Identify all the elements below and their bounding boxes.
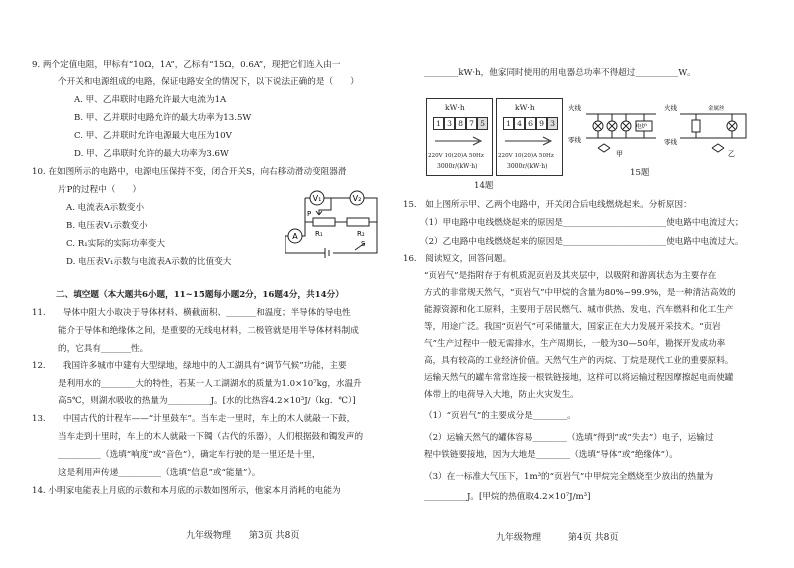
meter2-digit: 1 xyxy=(503,117,514,130)
q13-line1: 13. 中国古代的计程车——“计里鼓车”。当车走一里时，车上的木人就敲一下鼓， xyxy=(32,414,356,424)
switch-s-label: S xyxy=(361,240,366,248)
meter2-spec: 220V 10(20)A 50Hz xyxy=(498,153,554,159)
meter2-unit: kW·h xyxy=(515,103,535,112)
fig15-yi-label: 乙 xyxy=(728,150,735,158)
fig15-jia-fire-label: 火线 xyxy=(568,104,581,112)
fig14-caption: 14题 xyxy=(474,181,494,191)
q9-option-a: A. 甲、乙串联时电路允许最大电流为1A xyxy=(74,95,227,105)
meter1-digits xyxy=(433,117,488,130)
q16-para-line3: 能源资源和化工原料，主要用于居民燃气、城市供热、发电、汽车燃料和化工生产 xyxy=(424,305,734,315)
meter1-digit: 8 xyxy=(455,117,466,130)
right-footer: 九年级物理 第4页 共8页 xyxy=(496,533,619,543)
q16-para-line2: 方式的非常规天然气，“页岩气”中甲烷的含量为80%~99.9%，是一种清洁高效的 xyxy=(424,288,736,298)
q9-stem-line1: 9. 两个定值电阻，甲标有“10Ω，1A”，乙标有“15Ω，0.6A”，现把它们连入由一 xyxy=(32,60,341,70)
q16-sub3-line2: __________J。[甲烷的热值取4.2×10⁷J/m³] xyxy=(424,492,591,502)
q12-line2: 是利用水的________大的特性，若某一人工湖湖水的质量为1.0×10⁷kg，水温升 xyxy=(58,379,362,389)
fig15-yi-zero-label: 零线 xyxy=(664,138,677,146)
fig15-yi-fire-label: 火线 xyxy=(664,104,677,112)
q16-heading: 16. 阅读短文，回答问题。 xyxy=(403,254,512,264)
fig15-caption: 15题 xyxy=(630,168,650,178)
q10-stem-line1: 10. 在如图所示的电路中，电源电压保持不变，闭合开关S，向右移动滑动变阻器滑 xyxy=(32,167,347,177)
meter1-rate: 3000r/(kW·h) xyxy=(437,163,478,170)
q10-circuit-diagram xyxy=(285,188,395,260)
q11-line1: 11. 导体中阻大小取决于导体材料、横截面积、_______和温度；半导体的导电性 xyxy=(32,308,351,318)
q16-para-line8: 体带上的电荷导入大地，防止火灾发生。 xyxy=(424,390,579,400)
meter1-digit: 3 xyxy=(444,117,455,130)
meter2-digit: 9 xyxy=(536,117,547,130)
resistor-r2-label: R₂ xyxy=(357,230,365,238)
meter2-digits xyxy=(503,117,558,130)
meter1-unit: kW·h xyxy=(445,103,465,112)
fig15-bulb-label: 金属丝 xyxy=(708,106,725,112)
fig15-jia-zero-label: 零线 xyxy=(568,136,581,144)
q14-continuation: ________kW·h，他家同时使用的用电器总功率不得超过__________W。 xyxy=(424,68,696,78)
left-footer: 九年级物理 第3页 共8页 xyxy=(186,531,300,541)
meter2-rate: 3000r/(kW·h) xyxy=(507,163,548,170)
q10-option-c: C. R₁实际的实际功率变大 xyxy=(66,239,165,249)
q15-line2: （1）甲电路中电线燃烧起来的原因是________________________使电路中电流过大； xyxy=(420,218,744,228)
q9-stem-line2: 个开关和电源组成的电路，保证电路安全的情况下，以下说法正确的是（ ） xyxy=(58,77,359,87)
meter2-digit: 6 xyxy=(525,117,536,130)
q15-line1: 15. 如上图所示甲、乙两个电路中，开关闭合后电线燃烧起来。分析原因： xyxy=(403,200,692,210)
q16-sub3-line1: （3）在一标准大气压下，1m³的“页岩气”中甲烷完全燃烧至少放出的热量为 xyxy=(424,472,714,482)
meter1-spec: 220V 10(20)A 50Hz xyxy=(428,153,484,159)
q11-line3: 的，它具有_______性。 xyxy=(58,344,149,354)
section2-heading: 二、填空题（本大题共6小题，11~15题每小题2分，16题4分，共14分） xyxy=(56,290,344,300)
meter1-arrow-icon xyxy=(433,135,485,147)
voltmeter-v2-label: V₂ xyxy=(352,194,362,203)
meter1-digit: 7 xyxy=(466,117,477,130)
ammeter-a-label: A xyxy=(292,232,298,241)
q11-line2: 能介于导体和绝缘体之间，是重要的无线电材料，二极管就是用半导体材料制成 xyxy=(58,326,359,336)
q16-sub2-line1: （2）运输天然气的罐体容易________（选填“得到”或“失去”）电子，运输过 xyxy=(424,433,714,443)
q14-line1: 14. 小明家电能表上月底的示数和本月底的示数如图所示，他家本月消耗的电能为 xyxy=(32,486,341,496)
meter2-arrow-icon xyxy=(503,135,555,147)
fig15-heater-label: 电炉 xyxy=(636,124,648,130)
q10-option-a: A. 电流表A示数变小 xyxy=(66,203,145,213)
q15-line3: （2）乙电路中电线燃烧起来的原因是________________________使电路中电流过大。 xyxy=(420,237,744,247)
q9-option-b: B. 甲、乙并联时电路允许的最大功率为13.5W xyxy=(74,113,252,123)
q16-para-line6: 高，具有较高的工业经济价值。天然气生产的丙烷、丁烷是现代工业的重要原料。 xyxy=(424,356,734,366)
q13-line3: __________（选填“响度”或“音色”），确定车行驶的是一里还是十里， xyxy=(58,450,321,460)
q9-option-c: C. 甲、乙并联时允许电源最大电压为10V xyxy=(74,131,232,141)
q13-line2: 当车走到十里时，车上的木人就敲一下镯（古代的乐器），人们根据鼓和镯发声的 xyxy=(58,432,364,442)
voltmeter-v1-label: V₁ xyxy=(312,194,322,203)
q13-line4: 这是利用声传递__________（选填“信息”或“能量”）。 xyxy=(58,468,261,478)
meter2-digit: 4 xyxy=(514,117,525,130)
q16-para-line5: 气”生产过程中一般无需排水，生产周期长，一般为30—50年，勘探开发成功率 xyxy=(424,339,726,349)
q16-sub2-line2: 程中铁链要接地，因为大地是________（选填“导体”或“绝缘体”）。 xyxy=(424,450,678,460)
meter1-digit: 1 xyxy=(433,117,444,130)
resistor-r1-label: R₁ xyxy=(315,230,323,238)
slider-p-label: P xyxy=(307,210,312,218)
q16-para-line4: 等，用途广泛。我国“页岩气”可采储量大，国家正在大力发展开采技术。“页岩 xyxy=(424,322,721,332)
q9-option-d: D. 甲、乙串联时允许的最大功率为3.6W xyxy=(74,149,229,159)
fig15-circuits xyxy=(568,96,750,166)
q10-option-b: B. 电压表V₁示数变小 xyxy=(66,221,148,231)
meter2-digit-decimal: 3 xyxy=(547,117,558,130)
energy-meter-this-month xyxy=(496,98,563,176)
q10-stem-line2: 片P的过程中（ ） xyxy=(58,185,142,195)
q16-para-line1: “页岩气”是指附存于有机质泥页岩及其夹层中，以吸附和游离状态为主要存在 xyxy=(424,271,717,281)
q16-sub1: （1）“页岩气”的主要成分是________。 xyxy=(424,411,576,421)
meter1-digit-decimal: 5 xyxy=(477,117,488,130)
q16-para-line7: 运输天然气的罐车常常连接一根铁链接地，这样可以将运输过程因摩擦起电而使罐 xyxy=(424,373,734,383)
q10-option-d: D. 电压表V₁示数与电流表A示数的比值变大 xyxy=(66,257,232,267)
q12-line3: 高5℃，则湖水吸收的热量为__________J。[水的比热容4.2×10³J/（kg．℃）] xyxy=(58,396,356,406)
energy-meter-last-month xyxy=(426,98,493,176)
fig15-jia-label: 甲 xyxy=(616,150,623,158)
q12-line1: 12. 我国许多城市中建有大型绿地，绿地中的人工湖具有“调节气候”功能，主要 xyxy=(32,361,347,371)
